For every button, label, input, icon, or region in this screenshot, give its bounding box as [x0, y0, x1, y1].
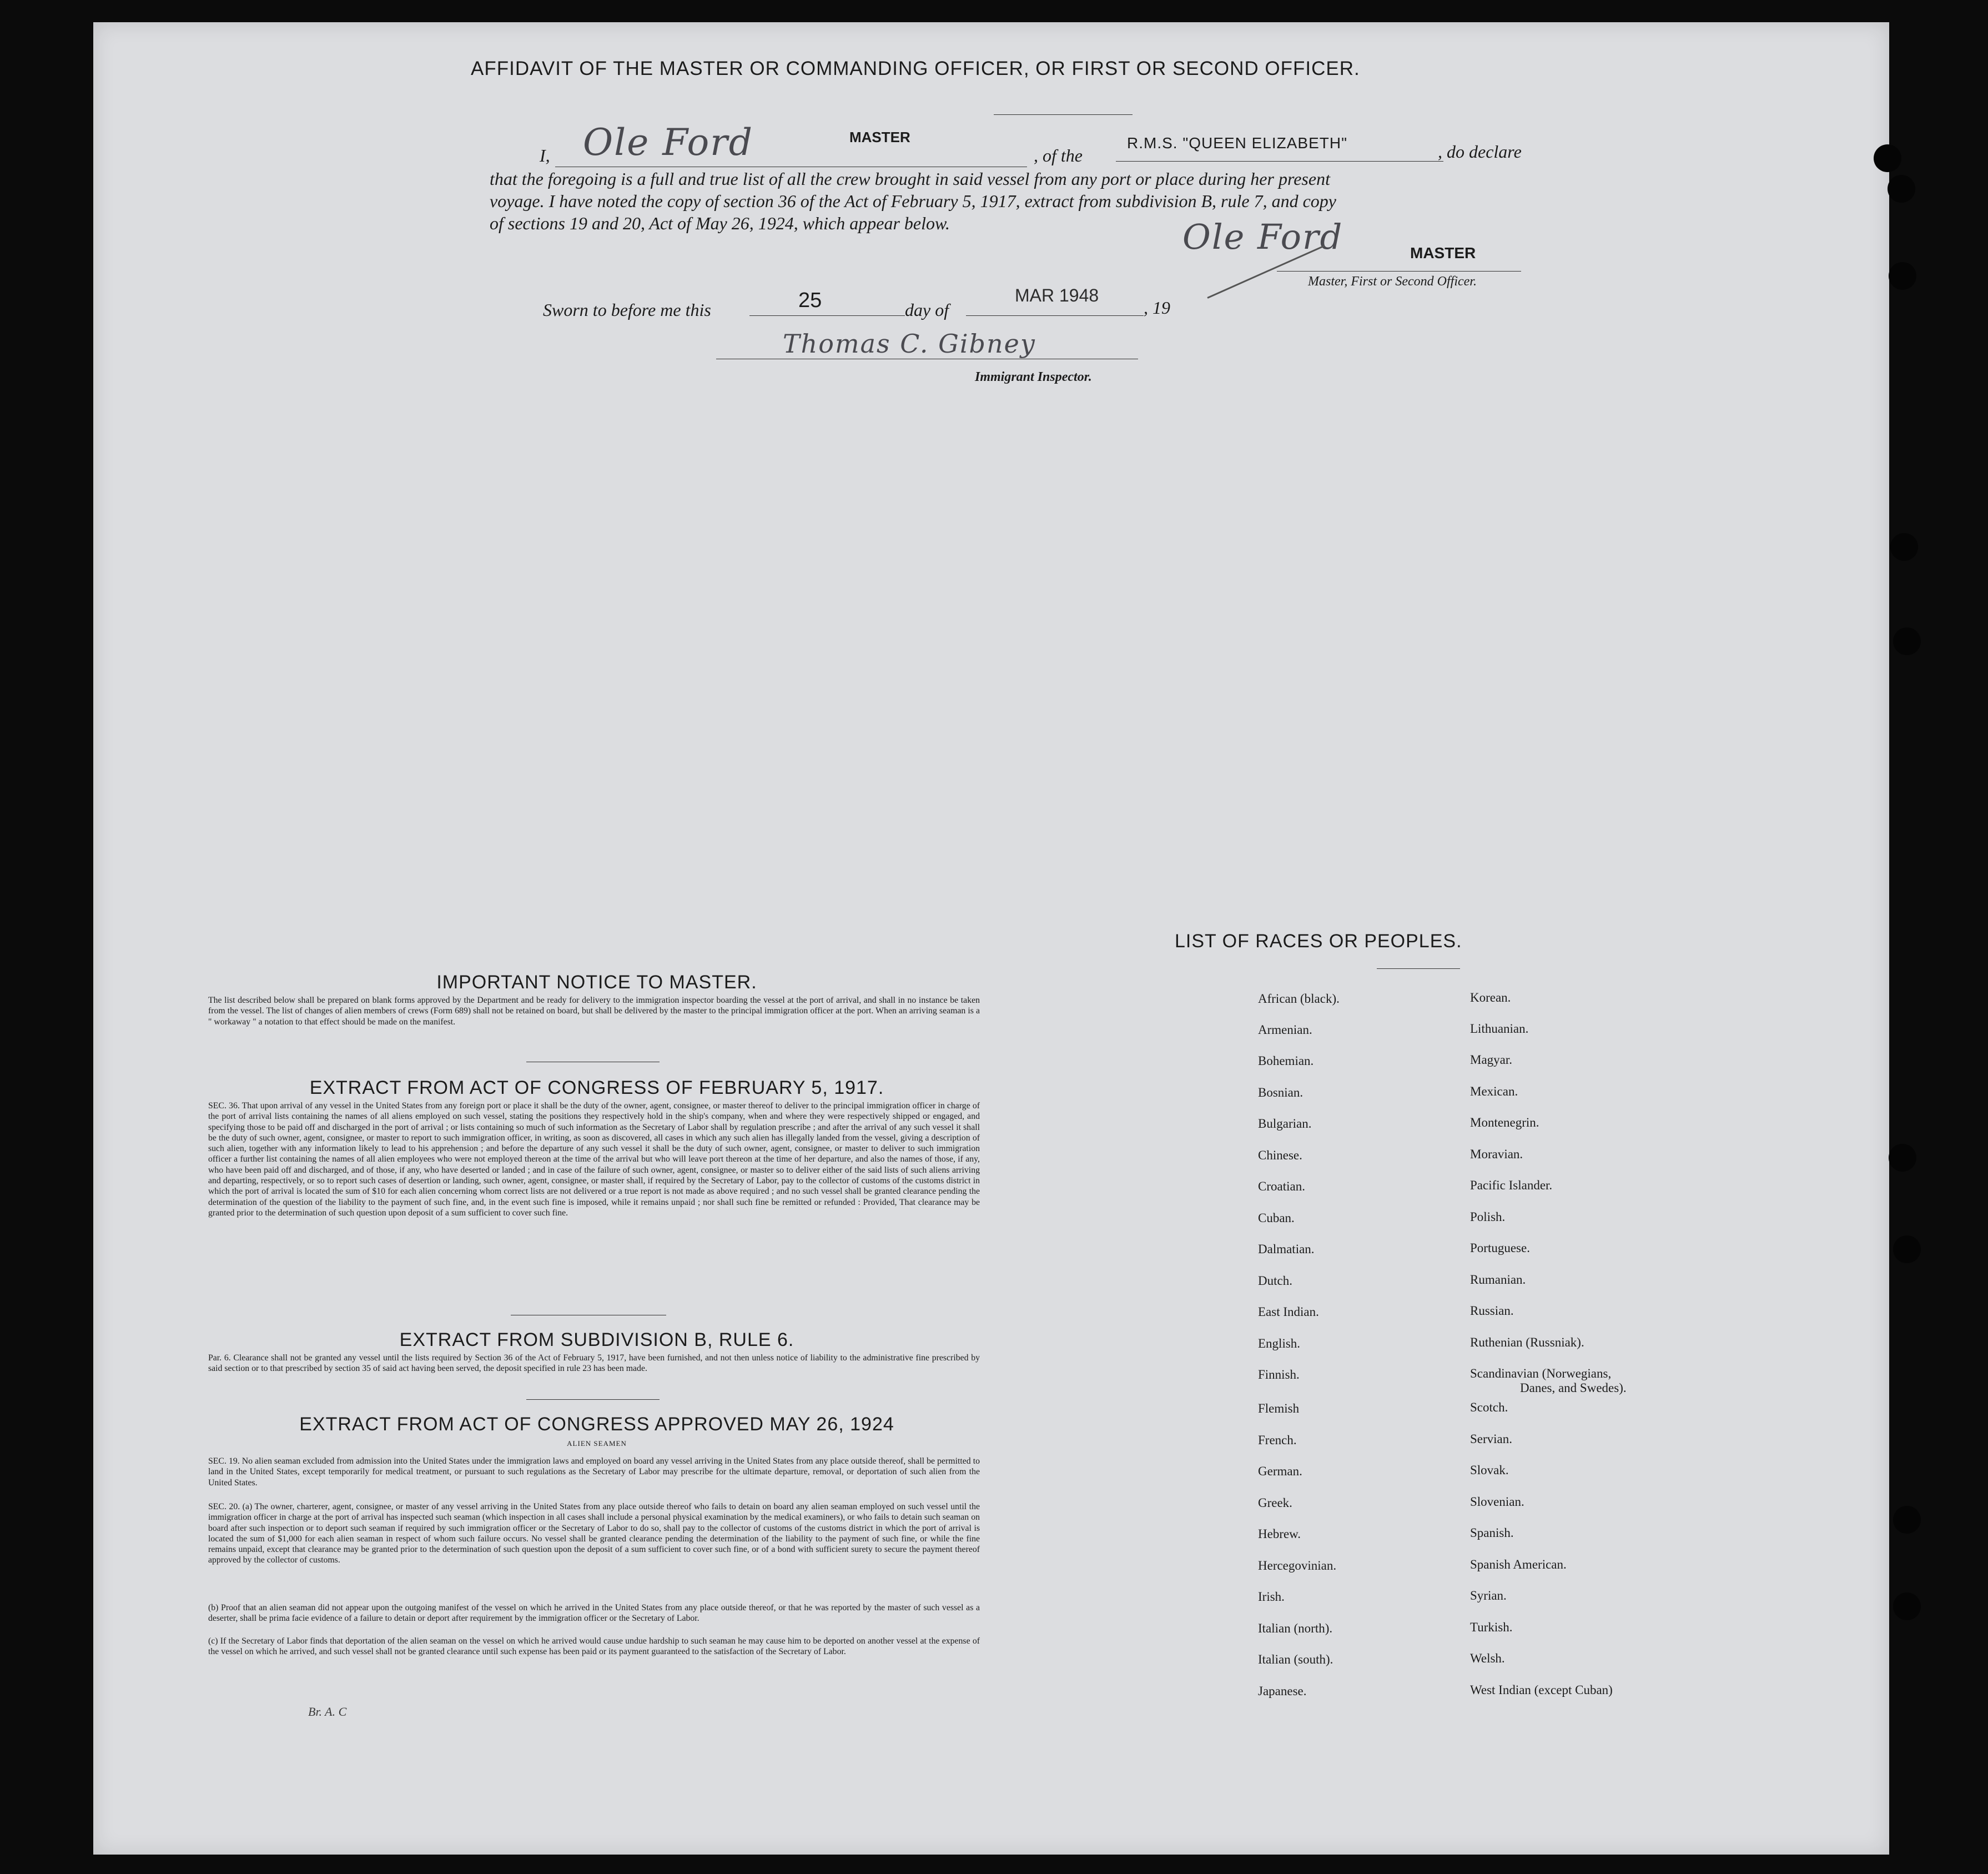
race-item: Syrian.: [1470, 1589, 1507, 1602]
year-suffix: , 19: [1144, 298, 1170, 318]
title-underline: [994, 114, 1133, 115]
race-item: German.: [1258, 1464, 1302, 1478]
race-item: Dalmatian.: [1258, 1242, 1315, 1256]
race-item: West Indian (except Cuban): [1470, 1683, 1613, 1697]
punch-hole: [1893, 1592, 1921, 1620]
race-item: Spanish.: [1470, 1526, 1514, 1540]
master-label: MASTER: [1410, 244, 1476, 262]
notice-body: The list described below shall be prepared on blank forms approved by the Department and be ready for delivery to the immigration inspector boarding the vessel at the port of arrival, and shall in no instance be taken from the vessel. The list of changes of alien members of crews (Form 689) shall not be retained on board, but shall be delivered by the master to the principal immigration officer at the port. When an arriving seaman is a " workaway " a notation to that effect should be made on the manifest.: [208, 996, 980, 1027]
of-the-text: , of the: [1034, 145, 1083, 165]
master-signature: Ole Ford: [583, 121, 753, 164]
race-item: Greek.: [1258, 1496, 1292, 1510]
race-item: Mexican.: [1470, 1084, 1518, 1098]
race-item: Croatian.: [1258, 1179, 1305, 1193]
race-item: Dutch.: [1258, 1274, 1292, 1288]
race-item: Bulgarian.: [1258, 1117, 1312, 1131]
race-item: Korean.: [1470, 991, 1511, 1004]
races-title: LIST OF RACES OR PEOPLES.: [1175, 931, 1462, 952]
race-item: Pacific Islander.: [1470, 1178, 1553, 1192]
race-item: Servian.: [1470, 1432, 1513, 1446]
race-item: Irish.: [1258, 1590, 1285, 1604]
punch-hole: [1890, 533, 1918, 561]
alien-seamen-subtitle: ALIEN SEAMEN: [567, 1439, 627, 1448]
race-item: Turkish.: [1470, 1620, 1513, 1634]
officer-line: [1277, 271, 1521, 272]
day-of-text: day of: [905, 300, 949, 320]
race-item: Finnish.: [1258, 1368, 1300, 1381]
race-item: Cuban.: [1258, 1211, 1295, 1225]
race-item: Chinese.: [1258, 1148, 1302, 1162]
sec20b-body: (b) Proof that an alien seaman did not appear upon the outgoing manifest of the vessel on which he arrived in the United States from any place outside thereof, or that he was reported by the master of such vessel as a deserter, shall be prima facie evidence of a failure to detain or deport after requirement by the immigration officer or the Secretary of Labor.: [208, 1603, 980, 1624]
extract-1917-body: SEC. 36. That upon arrival of any vessel in the United States from any foreign port or place it shall be the duty of the owner, agent, consignee, or master thereof to deliver to the principal immigration officer in charge of the port of arrival lists containing the names of all aliens employed on such vessel, stating the positions they respectively hold in the ship's company, when and where they were respectively shipped or engaged, and specifying those to be paid off and discharged in the port of arrival ; or lists containing so much of such information as the Secretary of Labor shall by regulation prescribe ; and after the arrival of any such vessel it shall be the duty of such owner, agent, consignee, or master to report to such immigration officer, in writing, as soon as discovered, all cases in which any such alien has illegally landed from the vessel, giving a description of such alien, together with any information likely to lead to his apprehension ; and before the departure of any such vessel it shall be the duty of such owner, agent, consignee, or master to deliver to such immigration officer a further list containing the names of all alien employees who were not employed thereon at the time of the arrival but who will leave port thereon at the time of her departure, and also the names of those, if any, who have been paid off and discharged, and of those, if any, who have deserted or landed ; and in case of the failure of such owner, agent, consignee, or master so to deliver either of the said lists of such aliens arriving and departing, respectively, or so to report such cases of desertion or landing, such owner, agent, consignee, or master shall, if required by the Secretary of Labor, pay to the collector of customs of the customs district in which the port of arrival is located the sum of $10 for each alien concerning whom correct lists are not delivered or a true report is not made as above required ; and no such vessel shall be granted clearance pending the determination of the question of the liability to the payment of such fine, and, in the event such fine is imposed, while it remains unpaid ; nor shall such fine be remitted or refunded : Provided, That clearance may be granted prior to the determination of such question upon deposit of a sum sufficient to cover such fine.: [208, 1101, 980, 1218]
race-item: Moravian.: [1470, 1147, 1523, 1161]
sec20c-body: (c) If the Secretary of Labor finds that deportation of the alien seaman on the vessel on which he arrived would cause undue hardship to such seaman he may cause him to be deported on another vessel at the expense of the vessel on which he arrived, and such vessel shall not be granted clearance until such expense has been paid or its payment guaranteed to the satisfaction of the Secretary of Labor.: [208, 1636, 980, 1657]
affidavit-body-line: voyage. I have noted the copy of section 36 of the Act of February 5, 1917, extract from subdivision B, rule 7, and copy: [490, 191, 1336, 211]
race-item: Bohemian.: [1258, 1054, 1314, 1068]
race-item: Italian (south).: [1258, 1652, 1333, 1666]
affidavit-body-line: that the foregoing is a full and true list of all the crew brought in said vessel from any port or place during her present: [490, 169, 1330, 189]
race-item: Armenian.: [1258, 1023, 1312, 1037]
ink-stamp: Br. A. C: [308, 1705, 347, 1719]
race-item: Hercegovinian.: [1258, 1559, 1337, 1572]
sec19-body: SEC. 19. No alien seaman excluded from admission into the United States under the immigration laws and employed on board any vessel arriving in the United States from any place outside thereof, shall be permitted to land in the United States, except temporarily for medical treatment, or pursuant to such regulations as the Secretary of Labor may prescribe for the ultimate departure, removal, or deportation of such alien from the United States.: [208, 1456, 980, 1488]
race-item: Danes, and Swedes).: [1520, 1381, 1627, 1395]
month-line: [966, 315, 1144, 316]
officer-caption: Master, First or Second Officer.: [1308, 274, 1477, 289]
do-declare-text: , do declare: [1438, 142, 1522, 162]
race-item: French.: [1258, 1433, 1297, 1447]
affidavit-i: I,: [540, 145, 550, 165]
affidavit-title: AFFIDAVIT OF THE MASTER OR COMMANDING OFFICER, OR FIRST OR SECOND OFFICER.: [471, 58, 1360, 79]
race-item: Portuguese.: [1470, 1241, 1530, 1255]
race-item: African (black).: [1258, 992, 1340, 1006]
sec20a-body: SEC. 20. (a) The owner, charterer, agent, consignee, or master of any vessel arriving in the United States from any place outside thereof who fails to detain on board any alien seaman employed on such vessel until the immigration officer in charge at the port of arrival has inspected such seaman (which inspection in all cases shall include a personal physical examination by the medical examiners), or who fails to detain such seaman on board after such inspection or to deport such seaman if required by such immigration officer or the Secretary of Labor to do so, shall pay to the collector of customs of the customs district in which the port of arrival is located the sum of $1,000 for each alien seaman in respect of whom such failure occurs. No vessel shall be granted clearance pending the determination of the liability to the payment of such fine, or while the fine remains unpaid, except that clearance may be granted prior to the determination of such question upon the deposit of a sum sufficient to cover such fine, or of a bond with sufficient surety to secure the payment thereof approved by the collector of customs.: [208, 1502, 980, 1565]
day-line: [749, 315, 905, 316]
punch-hole: [1893, 627, 1921, 655]
extract-subb-title: EXTRACT FROM SUBDIVISION B, RULE 6.: [399, 1329, 794, 1350]
race-item: Lithuanian.: [1470, 1022, 1529, 1036]
race-item: Italian (north).: [1258, 1621, 1333, 1635]
date-stamp: MAR 1948: [1015, 285, 1099, 305]
section-divider: [526, 1399, 660, 1400]
document-page: [93, 22, 1889, 1855]
inspector-signature: Thomas C. Gibney: [783, 329, 1036, 359]
extract-1924-title: EXTRACT FROM ACT OF CONGRESS APPROVED MAY 26, 1924: [299, 1414, 894, 1435]
race-item: Spanish American.: [1470, 1558, 1567, 1571]
race-item: Montenegrin.: [1470, 1116, 1539, 1129]
punch-hole: [1888, 175, 1915, 203]
race-item: Japanese.: [1258, 1684, 1307, 1698]
notice-title: IMPORTANT NOTICE TO MASTER.: [436, 972, 757, 993]
race-item: Ruthenian (Russniak).: [1470, 1335, 1584, 1349]
race-item: East Indian.: [1258, 1305, 1319, 1319]
race-item: Russian.: [1470, 1304, 1514, 1318]
race-item: Hebrew.: [1258, 1527, 1301, 1541]
race-item: Rumanian.: [1470, 1273, 1526, 1287]
extract-1917-title: EXTRACT FROM ACT OF CONGRESS OF FEBRUARY 5, 1917.: [309, 1077, 884, 1098]
race-item: Bosnian.: [1258, 1086, 1303, 1099]
vessel-name: R.M.S. "QUEEN ELIZABETH": [1127, 134, 1348, 152]
affidavit-body-line: of sections 19 and 20, Act of May 26, 1924, which appear below.: [490, 213, 950, 233]
day-number: 25: [798, 289, 822, 312]
extract-subb-body: Par. 6. Clearance shall not be granted any vessel until the lists required by Section 36 of the Act of February 5, 1917, have been furnished, and not then unless notice of liability to the administrative fine prescribed by said section or to that prescribed by section 35 of said act having been served, the deposit specified in rule 23 has been made.: [208, 1353, 980, 1374]
inspector-caption: Immigrant Inspector.: [975, 370, 1092, 384]
race-item: Polish.: [1470, 1210, 1506, 1224]
races-title-underline: [1377, 968, 1460, 969]
race-item: Slovak.: [1470, 1463, 1509, 1477]
punch-hole: [1874, 144, 1901, 172]
vessel-line: [1116, 161, 1443, 162]
race-item: Magyar.: [1470, 1053, 1513, 1067]
punch-hole: [1889, 1144, 1916, 1172]
punch-hole: [1889, 262, 1916, 290]
race-item: English.: [1258, 1337, 1301, 1350]
master-signature-2: Ole Ford: [1182, 217, 1343, 257]
sworn-text: Sworn to before me this: [543, 300, 711, 320]
race-item: Scotch.: [1470, 1400, 1508, 1414]
race-item: Scandinavian (Norwegians,: [1470, 1366, 1612, 1380]
punch-hole: [1893, 1506, 1921, 1534]
punch-hole: [1893, 1235, 1921, 1263]
race-item: Welsh.: [1470, 1651, 1505, 1665]
master-rank: MASTER: [849, 129, 910, 145]
race-item: Slovenian.: [1470, 1495, 1524, 1509]
race-item: Flemish: [1258, 1401, 1300, 1415]
